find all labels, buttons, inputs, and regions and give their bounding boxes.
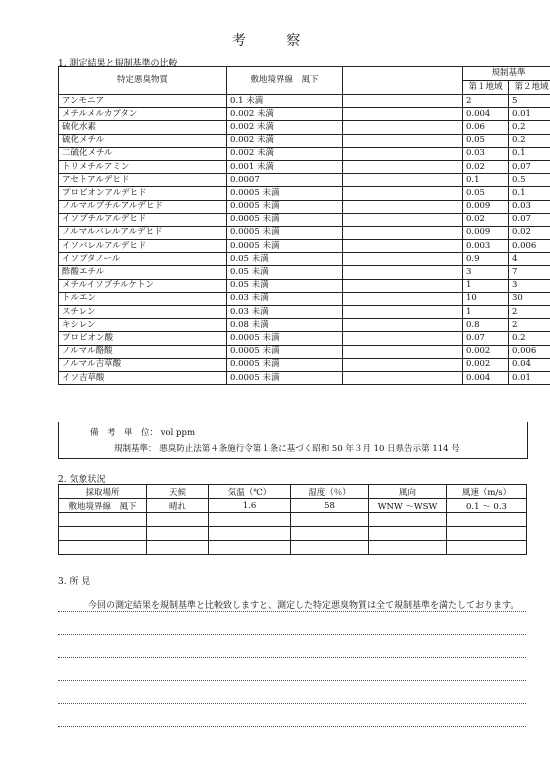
weather-header: 風向 [369, 485, 447, 499]
substance-name: アンモニア [59, 95, 227, 108]
standard-area1: 0.02 [463, 160, 509, 173]
standard-area2: 0.2 [509, 134, 550, 147]
substance-name: スチレン [59, 306, 227, 319]
table-row [59, 147, 550, 160]
standard-area2: 0.07 [509, 213, 550, 226]
substance-name: ノルマルブチルアルデヒド [59, 200, 227, 213]
standard-area1: 0.06 [463, 121, 509, 134]
page-title: 考 察 [231, 33, 319, 49]
standard-area1: 0.1 [463, 174, 509, 187]
measured-value: 0.05 未満 [227, 266, 343, 279]
measured-value: 0.1 未満 [227, 95, 343, 108]
note-unit: vol ppm [160, 428, 196, 438]
blank-cell [343, 121, 463, 134]
blank-cell [343, 306, 463, 319]
measured-value: 0.0005 未満 [227, 226, 343, 239]
substance-name: 硫化メチル [59, 134, 227, 147]
section3-heading: 3. 所 見 [58, 577, 91, 587]
table-row [59, 108, 550, 121]
standard-area2: 0.2 [509, 332, 550, 345]
measured-value: 0.0005 未満 [227, 358, 343, 371]
blank-cell [343, 371, 463, 384]
measured-value: 0.002 未満 [227, 147, 343, 160]
rule-line [58, 726, 526, 727]
weather-header: 天候 [147, 485, 209, 499]
substance-name: ノルマル吉草酸 [59, 358, 227, 371]
header-area2: 第２地域 [509, 81, 550, 95]
weather-cell: 敷地境界線 風下 [59, 499, 147, 513]
measured-value: 0.05 未満 [227, 253, 343, 266]
standard-area2: 0.02 [509, 226, 550, 239]
substance-name: トルエン [59, 292, 227, 305]
standard-area1: 1 [463, 306, 509, 319]
substance-name: 酢酸エチル [59, 266, 227, 279]
blank-cell [343, 108, 463, 121]
header-substance: 特定悪臭物質 [59, 67, 227, 95]
weather-header: 気温（℃） [209, 485, 291, 499]
header-blank [343, 67, 463, 95]
standard-area1: 3 [463, 266, 509, 279]
standard-area2: 0.1 [509, 187, 550, 200]
blank-cell [343, 187, 463, 200]
standard-area1: 10 [463, 292, 509, 305]
measured-value: 0.0005 未満 [227, 332, 343, 345]
substance-name: イソバレルアルデヒド [59, 240, 227, 253]
table-row [59, 292, 550, 305]
standard-area2: 0.2 [509, 121, 550, 134]
standard-area2: 0.01 [509, 108, 550, 121]
table-row [59, 358, 550, 371]
standard-area2: 3 [509, 279, 550, 292]
blank-cell [343, 279, 463, 292]
note-label: 備 考 単 位 [90, 428, 150, 438]
blank-cell [343, 332, 463, 345]
substance-name: イソ吉草酸 [59, 371, 227, 384]
standard-area1: 2 [463, 95, 509, 108]
blank-cell [343, 266, 463, 279]
standard-area2: 7 [509, 266, 550, 279]
substance-name: ノルマル酪酸 [59, 345, 227, 358]
standard-area2: 0.03 [509, 200, 550, 213]
table-row [59, 371, 550, 384]
standard-area1: 0.03 [463, 147, 509, 160]
standard-area2: 2 [509, 319, 550, 332]
standard-area1: 0.07 [463, 332, 509, 345]
blank-cell [343, 358, 463, 371]
blank-cell [343, 253, 463, 266]
substance-name: 二硫化メチル [59, 147, 227, 160]
substance-name: ノルマルバレルアルデヒド [59, 226, 227, 239]
blank-cell [343, 319, 463, 332]
weather-cell: 0.1 〜 0.3 [447, 499, 527, 513]
table-row [59, 95, 550, 108]
table-row [59, 213, 550, 226]
measured-value: 0.0007 [227, 174, 343, 187]
standard-area1: 0.004 [463, 108, 509, 121]
standard-area1: 1 [463, 279, 509, 292]
blank-cell [343, 174, 463, 187]
weather-cell: 1.6 [209, 499, 291, 513]
measured-value: 0.05 未満 [227, 279, 343, 292]
blank-cell [343, 292, 463, 305]
note-standard-line: 規制基準： 悪臭防止法第４条施行令第１条に基づく昭和 50 年３月 10 日県告示第 114 号 [114, 444, 460, 454]
blank-cell [343, 147, 463, 160]
standard-area2: 0.04 [509, 358, 550, 371]
standard-area2: 0.01 [509, 371, 550, 384]
weather-header: 湿度（％） [291, 485, 369, 499]
standard-area1: 0.003 [463, 240, 509, 253]
measured-value: 0.03 未満 [227, 306, 343, 319]
table-row [59, 187, 550, 200]
section1-heading: 1. 測定結果と規制基準の比較 [58, 59, 178, 69]
measured-value: 0.002 未満 [227, 121, 343, 134]
weather-header: 風速（m/s） [447, 485, 527, 499]
standard-area2: 4 [509, 253, 550, 266]
header-location: 敷地境界線 風下 [227, 67, 343, 95]
blank-cell [343, 213, 463, 226]
rule-line [58, 611, 526, 612]
blank-cell [343, 345, 463, 358]
weather-header: 採取場所 [59, 485, 147, 499]
measured-value: 0.08 未満 [227, 319, 343, 332]
table-row [59, 332, 550, 345]
header-standard: 規制基準 [463, 67, 550, 81]
table-row [59, 319, 550, 332]
standard-area2: 0.1 [509, 147, 550, 160]
rule-line [58, 657, 526, 658]
blank-cell [343, 160, 463, 173]
rule-line [58, 703, 526, 704]
measured-value: 0.0005 未満 [227, 213, 343, 226]
standard-area1: 0.02 [463, 213, 509, 226]
header-area1: 第１地域 [463, 81, 509, 95]
blank-cell [343, 240, 463, 253]
measured-value: 0.0005 未満 [227, 345, 343, 358]
substance-name: メチルメルカプタン [59, 108, 227, 121]
standard-area2: 5 [509, 95, 550, 108]
blank-cell [343, 226, 463, 239]
blank-cell [343, 200, 463, 213]
table-row [59, 121, 550, 134]
substance-name: 硫化水素 [59, 121, 227, 134]
substance-name: アセトアルデヒド [59, 174, 227, 187]
standard-area1: 0.8 [463, 319, 509, 332]
table-row [59, 174, 550, 187]
standard-area1: 0.002 [463, 358, 509, 371]
measured-value: 0.0005 未満 [227, 371, 343, 384]
measured-value: 0.002 未満 [227, 108, 343, 121]
standard-area1: 0.05 [463, 187, 509, 200]
note-unit-line: 備 考 単 位： vol ppm [90, 428, 196, 438]
rule-line [58, 680, 526, 681]
standard-area2: 0.006 [509, 345, 550, 358]
measured-value: 0.001 未満 [227, 160, 343, 173]
substance-name: メチルイソブチルケトン [59, 279, 227, 292]
substance-name: キシレン [59, 319, 227, 332]
measured-value: 0.03 未満 [227, 292, 343, 305]
measured-value: 0.002 未満 [227, 134, 343, 147]
table-row [59, 200, 550, 213]
comparison-table [58, 66, 550, 385]
blank-cell [343, 95, 463, 108]
section2-heading: 2. 気象状況 [58, 475, 106, 485]
standard-area1: 0.002 [463, 345, 509, 358]
rule-line [58, 634, 526, 635]
standard-area1: 0.009 [463, 200, 509, 213]
standard-area2: 0.006 [509, 240, 550, 253]
measured-value: 0.0005 未満 [227, 240, 343, 253]
standard-area2: 0.5 [509, 174, 550, 187]
substance-name: イソブタノール [59, 253, 227, 266]
weather-table [58, 484, 527, 555]
table-row [59, 253, 550, 266]
table-row [59, 160, 550, 173]
standard-area1: 0.9 [463, 253, 509, 266]
blank-cell [343, 134, 463, 147]
substance-name: プロピオン酸 [59, 332, 227, 345]
table-row [59, 226, 550, 239]
table-row [59, 266, 550, 279]
substance-name: トリメチルアミン [59, 160, 227, 173]
table-row [59, 345, 550, 358]
measured-value: 0.0005 未満 [227, 200, 343, 213]
substance-name: イソブチルアルデヒド [59, 213, 227, 226]
weather-cell: 晴れ [147, 499, 209, 513]
table-row [59, 240, 550, 253]
substance-name: プロピオンアルデヒド [59, 187, 227, 200]
findings-text: 今回の測定結果を規制基準と比較致しますと、測定した特定悪臭物質は全て規制基準を満たしております。 [88, 601, 520, 611]
standard-area2: 2 [509, 306, 550, 319]
standard-area1: 0.05 [463, 134, 509, 147]
note-std-text: 悪臭防止法第４条施行令第１条に基づく昭和 50 年３月 10 日県告示第 114 号 [159, 444, 460, 454]
standard-area1: 0.009 [463, 226, 509, 239]
table-row [59, 306, 550, 319]
standard-area2: 30 [509, 292, 550, 305]
standard-area1: 0.004 [463, 371, 509, 384]
standard-area2: 0.07 [509, 160, 550, 173]
table-row [59, 134, 550, 147]
measured-value: 0.0005 未満 [227, 187, 343, 200]
weather-cell: 58 [291, 499, 369, 513]
table-row [59, 279, 550, 292]
weather-cell: WNW 〜WSW [369, 499, 447, 513]
note-std-label: 規制基準 [114, 444, 149, 454]
